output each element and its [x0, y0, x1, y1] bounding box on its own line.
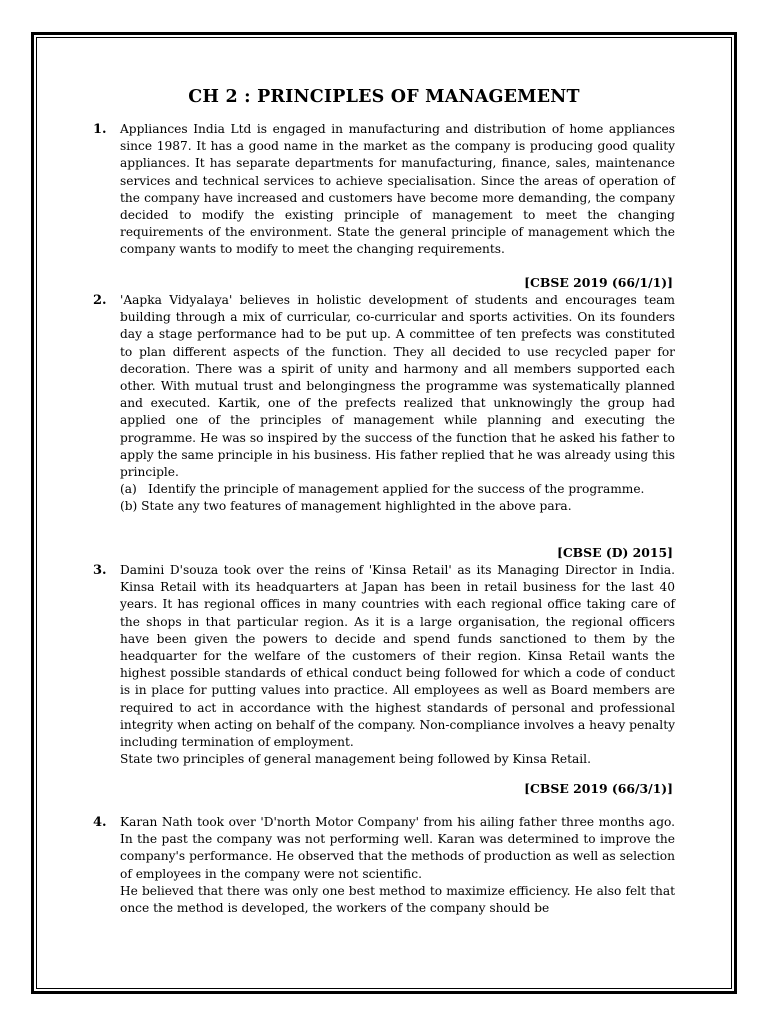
question-text: Appliances India Ltd is engaged in manufacturing and distribution of home appliances since 1987. It has a good name in the market as the company is producing good quality appliances. It has separate departments for manufacturing, finance, sales, maintenance services and technical services to achieve specialisation. Since the areas of operation of the company have increased and customers have become more demanding, the company decided to modify the existing principle of management to meet the changing requirements of the environment. State the general principle of management which the company wants to modify to meet the changing requirements.	[120, 122, 675, 257]
sub-question-b: (b) State any two features of management highlighted in the above para.	[120, 499, 572, 514]
question-number: 1.	[93, 122, 107, 137]
question-number: 4.	[93, 815, 107, 830]
question-text: Karan Nath took over 'D'north Motor Company' from his ailing father three months ago. In the past the company was not performing well. Karan was determined to improve the company's performance. He observed that the methods of production as well as selection of employees in the company were not scientific. He believed that there was only one best method to maximize efficiency. He also felt that once the method is developed, the workers of the company should be	[120, 815, 675, 916]
question-number: 3.	[93, 563, 107, 578]
sub-question-a: (a) Identify the principle of management applied for the success of the programme.	[120, 482, 645, 497]
question-3-source: [CBSE 2019 (66/3/1)]	[524, 781, 673, 796]
question-number: 2.	[93, 293, 107, 308]
question-text: 'Aapka Vidyalaya' believes in holistic development of students and encourages team building through a mix of curricular, co-curricular and sports activities. On its founders day a stage performance had to be put up. A committee of ten prefects was constituted to plan different aspects of the function. They all decided to use recycled paper for decoration. There was a spirit of unity and harmony and all members supported each other. With mutual trust and belongingness the programme was systematically planned and executed. Kartik, one of the prefects realized that unknowingly the group had applied one of the principles of management while planning and executing the programme. He was so inspired by the success of the function that he asked his father to apply the same principle in his business. His father replied that he was already using this principle. (a) Identify the principle of management applied for the success of the programme. (b) State any two features of management highlighted in the above para.	[120, 292, 675, 516]
page-title: CH 2 : PRINCIPLES OF MANAGEMENT	[188, 87, 580, 107]
question-1-source: [CBSE 2019 (66/1/1)]	[524, 275, 673, 290]
question-2-source: [CBSE (D) 2015]	[556, 545, 673, 560]
question-text: Damini D'souza took over the reins of 'Kinsa Retail' as its Managing Director in India. Kinsa Retail with its headquarters at Japan has been in retail business for the last 40 years. It has regional offices in many countries with each regional office taking care of the shops in that particular region. As it is a large organisation, the regional officers have been given the powers to decide and spend funds sanctioned to them by the headquarter for the welfare of the customers of their region. Kinsa Retail wants the highest possible standards of ethical conduct being followed for which a code of conduct is in place for putting values into practice. All employees as well as Board members are required to act in accordance with the highest standards of personal and professional integrity when acting on behalf of the company. Non-compliance involves a heavy penalty including termination of employment. State two principles of general management being followed by Kinsa Retail.	[120, 563, 675, 767]
